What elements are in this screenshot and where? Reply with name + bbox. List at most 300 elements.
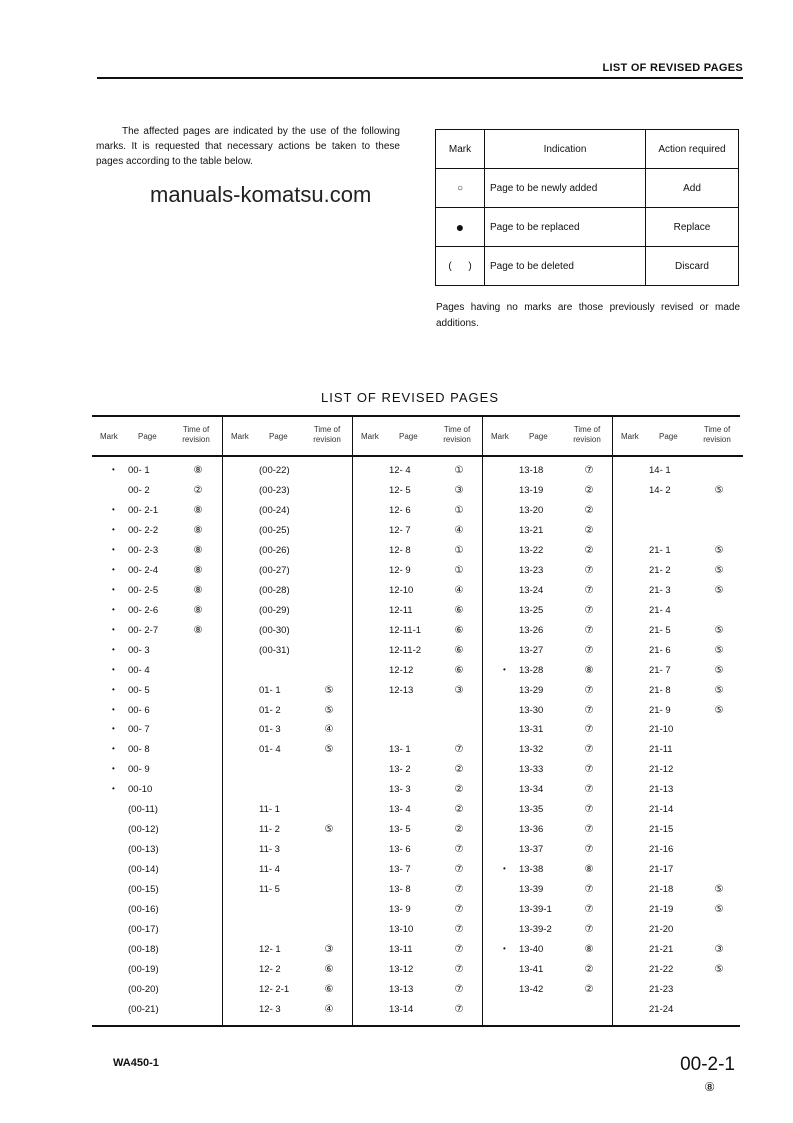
table-row: [223, 902, 353, 921]
table-row: [613, 603, 743, 622]
table-row: [483, 603, 613, 622]
page-cell: (00-25): [259, 524, 290, 536]
table-row: [223, 882, 353, 901]
page-cell: 00- 2-5: [128, 584, 159, 596]
page-cell: 12-11: [389, 604, 413, 616]
column-group-header: [92, 417, 222, 457]
table-row: [223, 982, 353, 1001]
revision-cell: ②: [454, 784, 464, 796]
revision-cell: ⑧: [584, 944, 594, 956]
page-cell: 21- 3: [649, 584, 671, 596]
table-row: [613, 483, 743, 502]
table-row: [613, 722, 743, 741]
page-cell: (00-18): [128, 944, 159, 956]
page-cell: 13-20: [519, 504, 544, 516]
legend-indication: Page to be newly added: [485, 169, 646, 208]
page-cell: 14- 1: [649, 465, 671, 476]
page-cell: 13-13: [389, 983, 414, 995]
table-row: [483, 922, 613, 941]
table-row: [92, 563, 222, 582]
revision-cell: ⑥: [454, 644, 464, 656]
revision-cell: ⑧: [193, 584, 203, 596]
revision-cell: ⑧: [193, 604, 203, 616]
page-cell: 21-16: [649, 844, 674, 856]
page-cell: (00-15): [128, 884, 159, 896]
table-row: [223, 603, 353, 622]
table-row: [353, 563, 483, 582]
table-row: [223, 862, 353, 881]
table-row: [353, 703, 483, 722]
table-row: [223, 623, 353, 642]
table-row: [353, 962, 483, 981]
table-row: [483, 882, 613, 901]
table-row: [483, 782, 613, 801]
table-row: [223, 703, 353, 722]
table-row: [353, 523, 483, 542]
table-row: [223, 483, 353, 502]
revision-cell: ⑦: [454, 924, 464, 936]
table-row: [613, 902, 743, 921]
table-row: [223, 663, 353, 682]
table-row: [353, 683, 483, 702]
table-row: [223, 742, 353, 761]
revision-cell: ⑧: [584, 864, 594, 876]
revision-cell: ⑦: [454, 844, 464, 856]
page-cell: 13-10: [389, 924, 414, 936]
table-row: [92, 722, 222, 741]
page-cell: 11- 2: [259, 824, 280, 836]
table-row: [613, 623, 743, 642]
table-row: [483, 563, 613, 582]
mark-cell: •: [112, 744, 115, 754]
revision-cell: ①: [454, 544, 464, 556]
legend-indication: Page to be replaced: [485, 208, 646, 247]
page-cell: 21-18: [649, 884, 674, 896]
page-cell: 13-32: [519, 744, 544, 756]
page-cell: (00-19): [128, 964, 159, 975]
table-row: [613, 643, 743, 662]
table-row: [613, 782, 743, 801]
page-cell: (00-31): [259, 644, 290, 656]
table-row: [223, 643, 353, 662]
table-row: [353, 982, 483, 1001]
table-row: [483, 503, 613, 522]
revision-cell: ⑤: [714, 624, 724, 636]
table-row: [483, 902, 613, 921]
page-cell: (00-26): [259, 544, 290, 556]
table-row: [353, 782, 483, 801]
page-cell: 00- 8: [128, 744, 150, 756]
page-cell: (00-21): [128, 1003, 159, 1015]
table-row: [92, 862, 222, 881]
table-row: [92, 503, 222, 522]
table-row: [223, 942, 353, 961]
page-cell: (00-22): [259, 465, 290, 476]
column-group-header: [353, 417, 483, 457]
page-cell: 00- 2-4: [128, 564, 159, 576]
table-row: [613, 822, 743, 841]
page-cell: 12- 1: [259, 944, 281, 956]
legend-header-indication: Indication: [485, 130, 646, 169]
page-cell: 21- 6: [649, 644, 671, 656]
page-cell: (00-17): [128, 924, 159, 936]
table-row: [223, 683, 353, 702]
table-row: [483, 623, 613, 642]
page-cell: (00-29): [259, 604, 290, 616]
page-cell: 00- 2-6: [128, 604, 159, 616]
table-row: [353, 1002, 483, 1021]
page-cell: 00- 2-7: [128, 624, 159, 636]
page-cell: 13- 6: [389, 844, 411, 856]
page-cell: 21-19: [649, 904, 674, 916]
legend-action: Discard: [646, 247, 739, 286]
page-cell: 13-38: [519, 864, 544, 876]
mark-cell: •: [112, 784, 115, 794]
header-rule: [97, 77, 743, 79]
revision-cell: ⑦: [584, 584, 594, 596]
page-cell: 21- 4: [649, 604, 671, 616]
table-row: [613, 703, 743, 722]
table-row: [613, 922, 743, 941]
revision-cell: ①: [454, 504, 464, 516]
page-cell: 13-39-1: [519, 904, 552, 916]
page-cell: (00-20): [128, 983, 159, 995]
table-row: [223, 583, 353, 602]
table-row: [223, 802, 353, 821]
page-cell: 13-30: [519, 704, 544, 716]
table-row: [353, 483, 483, 502]
table-row: [92, 623, 222, 642]
table-row: [613, 742, 743, 761]
mark-cell: •: [112, 644, 115, 654]
revision-cell: ②: [193, 484, 203, 496]
page-cell: 12- 2: [259, 964, 281, 975]
revision-cell: ②: [454, 804, 464, 816]
page-cell: 21-12: [649, 764, 674, 776]
header-page: Page: [659, 432, 678, 441]
revision-cell: ⑤: [324, 704, 334, 716]
page-cell: 13-35: [519, 804, 544, 816]
legend-header-mark: Mark: [436, 130, 485, 169]
legend-row-delete: [436, 247, 739, 286]
table-row: [92, 962, 222, 981]
header-mark: Mark: [621, 432, 639, 441]
revision-cell: ⑤: [714, 884, 724, 896]
page-cell: (00-27): [259, 564, 290, 576]
revision-cell: ⑦: [584, 784, 594, 796]
page-cell: (00-16): [128, 904, 159, 916]
table-row: [223, 962, 353, 981]
table-row: [483, 962, 613, 981]
page-cell: 01- 3: [259, 724, 281, 736]
mark-cell: •: [112, 524, 115, 534]
page-cell: 13-40: [519, 944, 544, 956]
revision-cell: ⑦: [584, 704, 594, 716]
table-row: [483, 523, 613, 542]
page-cell: 13-28: [519, 664, 544, 676]
table-row: [92, 643, 222, 662]
page-cell: 00- 3: [128, 644, 150, 656]
revision-cell: ⑧: [193, 564, 203, 576]
table-row: [353, 643, 483, 662]
page-cell: 00- 5: [128, 684, 150, 696]
page-cell: (00-11): [128, 804, 158, 816]
page-cell: 11- 1: [259, 804, 280, 816]
table-row: [483, 842, 613, 861]
table-row: [613, 563, 743, 582]
table-row: [483, 643, 613, 662]
page-cell: 21- 5: [649, 624, 671, 636]
table-row: [483, 742, 613, 761]
page-cell: 11- 5: [259, 884, 280, 896]
revision-cell: ⑦: [584, 624, 594, 636]
table-row: [613, 683, 743, 702]
revision-cell: ⑤: [324, 824, 334, 836]
revision-cell: ②: [454, 824, 464, 836]
revision-cell: ⑤: [324, 684, 334, 696]
page-cell: 13-27: [519, 644, 544, 656]
revision-cell: ⑦: [584, 844, 594, 856]
page-cell: 13- 4: [389, 804, 411, 816]
page-cell: 13-21: [519, 524, 544, 536]
table-row: [223, 922, 353, 941]
table-row: [353, 623, 483, 642]
table-row: [353, 842, 483, 861]
page-cell: 12- 5: [389, 484, 411, 496]
mark-cell: •: [112, 724, 115, 734]
table-row: [613, 982, 743, 1001]
page-cell: 00- 2-3: [128, 544, 159, 556]
mark-cell: •: [112, 764, 115, 774]
parentheses-icon: ( ): [436, 247, 485, 286]
open-circle-icon: ○: [436, 169, 485, 208]
page-cell: 13-34: [519, 784, 544, 796]
table-row: [483, 583, 613, 602]
table-row: [613, 862, 743, 881]
page-cell: 13- 2: [389, 764, 411, 776]
legend-action: Replace: [646, 208, 739, 247]
page-cell: 11- 4: [259, 864, 280, 876]
legend-action: Add: [646, 169, 739, 208]
page-cell: 13- 7: [389, 864, 411, 876]
page-cell: 12-11-1: [389, 624, 422, 636]
header-page: Page: [138, 432, 157, 441]
table-row: [223, 543, 353, 562]
table-row: [613, 523, 743, 542]
revision-cell: ②: [584, 504, 594, 516]
table-row: [613, 543, 743, 562]
page-cell: 00- 4: [128, 664, 150, 676]
revision-cell: ⑤: [714, 704, 724, 716]
page-cell: 13-39: [519, 884, 544, 896]
table-row: [483, 802, 613, 821]
mark-cell: •: [112, 544, 115, 554]
mark-cell: •: [112, 604, 115, 614]
table-row: [613, 762, 743, 781]
mark-cell: •: [503, 864, 506, 874]
page-cell: 13-11: [389, 944, 413, 956]
revision-cell: ⑦: [454, 904, 464, 916]
page-cell: 13-36: [519, 824, 544, 836]
table-row: [223, 762, 353, 781]
table-row: [223, 523, 353, 542]
revision-cell: ⑦: [454, 884, 464, 896]
mark-cell: •: [112, 684, 115, 694]
page-cell: 13-26: [519, 624, 544, 636]
page-cell: 21-20: [649, 924, 674, 936]
revision-cell: ⑦: [454, 864, 464, 876]
table-row: [613, 583, 743, 602]
revision-cell: ⑤: [714, 904, 724, 916]
page-cell: 00- 2: [128, 484, 150, 496]
revision-cell: ⑦: [584, 764, 594, 776]
page-cell: 11- 3: [259, 844, 280, 856]
table-row: [613, 663, 743, 682]
revision-cell: ⑧: [193, 465, 203, 476]
header-rev: Time of revision: [443, 425, 471, 444]
table-row: [353, 503, 483, 522]
page-cell: 21-11: [649, 744, 673, 756]
table-row: [92, 982, 222, 1001]
revision-cell: ⑥: [454, 624, 464, 636]
header-rev: Time of revision: [182, 425, 210, 444]
header-mark: Mark: [491, 432, 509, 441]
table-row: [353, 802, 483, 821]
revision-cell: ④: [454, 584, 464, 596]
table-row: [223, 1002, 353, 1021]
table-row: [92, 703, 222, 722]
table-row: [613, 882, 743, 901]
header-mark: Mark: [361, 432, 379, 441]
page-cell: (00-24): [259, 504, 290, 516]
table-row: [92, 1002, 222, 1021]
table-row: [353, 603, 483, 622]
mark-cell: •: [112, 504, 115, 514]
page-cell: 12- 8: [389, 544, 411, 556]
table-row: [92, 543, 222, 562]
column-group-header: [613, 417, 743, 457]
page-cell: 13- 3: [389, 784, 411, 796]
column-group: [612, 417, 743, 1025]
table-row: [92, 583, 222, 602]
revision-cell: ⑤: [714, 564, 724, 576]
column-group-header: [483, 417, 613, 457]
revision-cell: ①: [454, 564, 464, 576]
table-row: [353, 722, 483, 741]
header-rev: Time of revision: [573, 425, 601, 444]
page-cell: 12- 3: [259, 1003, 281, 1015]
column-group-header: [223, 417, 353, 457]
table-row: [483, 683, 613, 702]
page-cell: 01- 1: [259, 684, 281, 696]
page-cell: 01- 4: [259, 744, 281, 756]
page-cell: 21-17: [649, 864, 674, 876]
table-row: [223, 722, 353, 741]
revision-cell: ⑧: [584, 664, 594, 676]
page-cell: 13-39-2: [519, 924, 552, 936]
page-cell: 13- 8: [389, 884, 411, 896]
page-cell: 00- 1: [128, 465, 150, 476]
header-page: Page: [269, 432, 288, 441]
table-row: [223, 822, 353, 841]
revision-cell: ⑧: [193, 524, 203, 536]
table-row: [92, 882, 222, 901]
page-cell: 12- 2-1: [259, 983, 290, 995]
page-cell: 13-22: [519, 544, 544, 556]
revision-cell: ④: [324, 1003, 334, 1015]
page-cell: 01- 2: [259, 704, 281, 716]
page-cell: 12-13: [389, 684, 414, 696]
page-cell: 12- 6: [389, 504, 411, 516]
table-row: [353, 922, 483, 941]
revision-cell: ⑦: [584, 604, 594, 616]
page-cell: 13-18: [519, 465, 544, 476]
mark-cell: •: [503, 664, 506, 674]
revision-cell: ③: [714, 944, 724, 956]
page-cell: 13-23: [519, 564, 544, 576]
page-cell: 21-23: [649, 983, 674, 995]
footer-revision-mark: ⑧: [704, 1080, 715, 1094]
filled-circle-icon: ●: [436, 208, 485, 247]
column-group: [482, 417, 613, 1025]
column-group: [352, 417, 483, 1025]
revision-cell: ④: [454, 524, 464, 536]
page-cell: 12- 4: [389, 465, 411, 476]
table-row: [92, 742, 222, 761]
revision-cell: ⑤: [324, 744, 334, 756]
revision-cell: ⑦: [584, 744, 594, 756]
page-cell: 21-13: [649, 784, 674, 796]
table-row: [223, 463, 353, 482]
revision-cell: ⑦: [584, 884, 594, 896]
revision-cell: ⑦: [584, 804, 594, 816]
table-row: [483, 483, 613, 502]
table-row: [353, 942, 483, 961]
table-row: [483, 543, 613, 562]
column-group: [92, 417, 222, 1025]
page-cell: (00-13): [128, 844, 159, 856]
page-cell: 13-33: [519, 764, 544, 776]
header-rev: Time of revision: [313, 425, 341, 444]
page-cell: 21-21: [649, 944, 674, 956]
revision-cell: ⑤: [714, 484, 724, 496]
page-cell: 21-10: [649, 724, 674, 736]
page-cell: 12-10: [389, 584, 414, 596]
table-row: [353, 663, 483, 682]
page-cell: 21-22: [649, 964, 674, 975]
table-row: [353, 463, 483, 482]
table-row: [92, 942, 222, 961]
revision-cell: ①: [454, 465, 464, 476]
revision-cell: ⑦: [584, 465, 594, 476]
table-row: [353, 543, 483, 562]
page-cell: 12- 7: [389, 524, 411, 536]
table-row: [483, 762, 613, 781]
revision-cell: ⑤: [714, 644, 724, 656]
revision-cell: ⑥: [324, 964, 334, 975]
revision-cell: ②: [454, 764, 464, 776]
mark-cell: •: [503, 944, 506, 954]
page-cell: 13-24: [519, 584, 544, 596]
page-cell: 00- 6: [128, 704, 150, 716]
revision-cell: ⑥: [454, 604, 464, 616]
revision-cell: ⑦: [454, 1003, 464, 1015]
footer-page-number: 00-2-1: [680, 1054, 735, 1075]
table-row: [223, 503, 353, 522]
page-cell: 13-31: [519, 724, 544, 736]
revision-cell: ⑥: [324, 983, 334, 995]
column-group: [222, 417, 353, 1025]
